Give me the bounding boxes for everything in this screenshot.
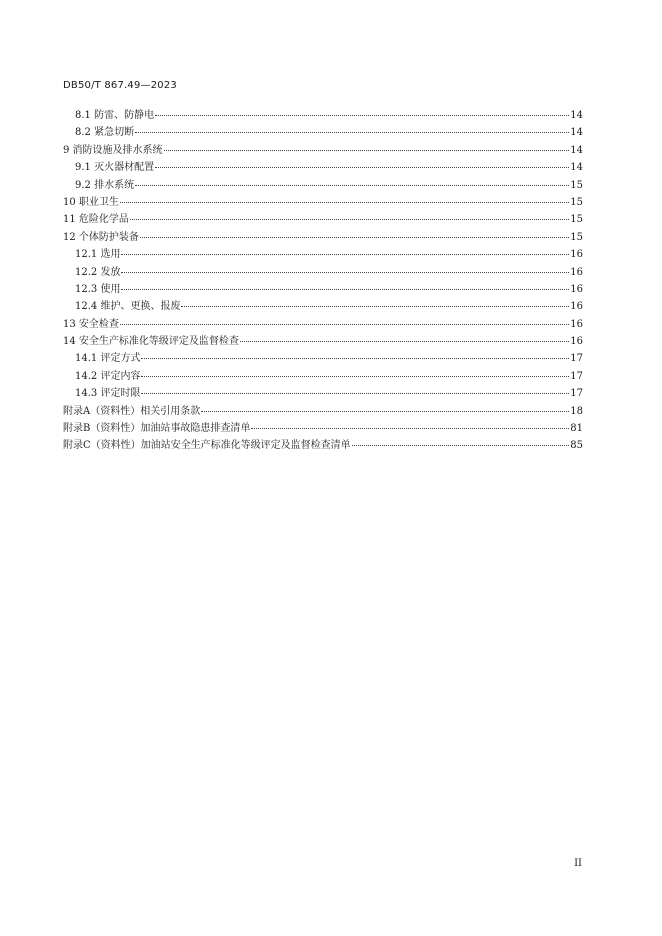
toc-entry[interactable]: [63, 402, 583, 419]
toc-entry[interactable]: [63, 193, 583, 210]
toc-entry-label: 9 消防设施及排水系统: [63, 144, 163, 156]
toc-entry[interactable]: [63, 384, 583, 401]
toc-dot-leader: [155, 167, 569, 168]
page-number: II: [574, 858, 582, 869]
toc-dot-leader: [240, 341, 569, 342]
toc-entry[interactable]: [63, 210, 583, 227]
toc-entry[interactable]: [63, 436, 583, 453]
toc-entry-label: 附录A（资料性）相关引用条款: [63, 405, 201, 417]
toc-dot-leader: [155, 115, 569, 116]
toc-dot-leader: [121, 254, 569, 255]
toc-dot-leader: [141, 376, 569, 377]
toc-entry[interactable]: [63, 297, 583, 314]
toc-dot-leader: [120, 324, 569, 325]
toc-entry-label: 14.3 评定时限: [75, 388, 141, 400]
toc-entry-label: 11 危险化学品: [63, 214, 129, 226]
toc-entry-page: 17: [570, 353, 583, 365]
toc-entry-page: 16: [570, 249, 583, 261]
toc-entry-label: 12 个体防护装备: [63, 231, 139, 243]
toc-entry-page: 16: [570, 301, 583, 313]
toc-entry-page: 17: [570, 388, 583, 400]
toc-entry-page: 14: [570, 162, 583, 174]
toc-entry[interactable]: [63, 315, 583, 332]
toc-entry-label: 12.4 维护、更换、报废: [75, 301, 181, 313]
toc-entry[interactable]: [63, 176, 583, 193]
toc-entry[interactable]: [63, 367, 583, 384]
toc-entry-page: 14: [570, 144, 583, 156]
toc-dot-leader: [352, 445, 570, 446]
toc-entry-page: 16: [570, 266, 583, 278]
toc-dot-leader: [135, 132, 569, 133]
toc-entry-page: 16: [570, 283, 583, 295]
toc-entry-label: 14.1 评定方式: [75, 353, 141, 365]
toc-entry-label: 附录C（资料性）加油站安全生产标准化等级评定及监督检查清单: [63, 440, 351, 452]
toc-dot-leader: [141, 358, 569, 359]
toc-entry-label: 8.1 防雷、防静电: [75, 110, 155, 121]
toc-entry-page: 18: [570, 405, 583, 417]
toc-entry-label: 12.1 选用: [75, 249, 121, 261]
toc-entry-label: 10 职业卫生: [63, 196, 119, 208]
toc-entry-label: 9.2 排水系统: [75, 179, 135, 191]
toc-entry[interactable]: [63, 280, 583, 297]
toc-dot-leader: [181, 306, 569, 307]
toc-entry-label: 12.3 使用: [75, 283, 121, 295]
toc-entry[interactable]: [63, 158, 583, 175]
toc-entry-page: 15: [570, 179, 583, 191]
toc-dot-leader: [120, 202, 569, 203]
toc-dot-leader: [141, 393, 569, 394]
toc-entry-label: 14.2 评定内容: [75, 370, 141, 382]
toc-entry-page: 16: [570, 336, 583, 348]
toc-dot-leader: [121, 272, 569, 273]
toc-entry[interactable]: [63, 106, 583, 123]
toc-entry[interactable]: [63, 419, 583, 436]
toc-dot-leader: [130, 219, 569, 220]
toc-entry-label: 8.2 紧急切断: [75, 127, 135, 139]
table-of-contents: [63, 106, 583, 454]
toc-dot-leader: [140, 237, 569, 238]
document-code-header: DB50/T 867.49—2023: [63, 80, 177, 91]
toc-entry-page: 81: [570, 423, 583, 435]
toc-entry-label: 9.1 灭火器材配置: [75, 162, 155, 174]
toc-entry[interactable]: [63, 263, 583, 280]
toc-entry-label: 附录B（资料性）加油站事故隐患排查清单: [63, 423, 251, 435]
toc-entry-page: 14: [570, 110, 583, 121]
toc-entry[interactable]: [63, 228, 583, 245]
toc-entry[interactable]: [63, 349, 583, 366]
toc-entry[interactable]: [63, 332, 583, 349]
toc-entry-page: 17: [570, 370, 583, 382]
toc-entry[interactable]: [63, 245, 583, 262]
toc-dot-leader: [121, 289, 569, 290]
toc-entry[interactable]: [63, 123, 583, 140]
toc-dot-leader: [135, 185, 569, 186]
toc-entry-page: 15: [570, 214, 583, 226]
toc-dot-leader: [164, 150, 570, 151]
toc-dot-leader: [201, 411, 569, 412]
toc-dot-leader: [251, 428, 569, 429]
toc-entry-page: 16: [570, 318, 583, 330]
toc-entry-page: 14: [570, 127, 583, 139]
toc-entry-label: 12.2 发放: [75, 266, 121, 278]
toc-entry-page: 85: [570, 440, 583, 452]
toc-entry-label: 14 安全生产标准化等级评定及监督检查: [63, 336, 239, 348]
toc-entry[interactable]: [63, 141, 583, 158]
toc-entry-label: 13 安全检查: [63, 318, 119, 330]
toc-entry-page: 15: [570, 231, 583, 243]
toc-entry-page: 15: [570, 196, 583, 208]
